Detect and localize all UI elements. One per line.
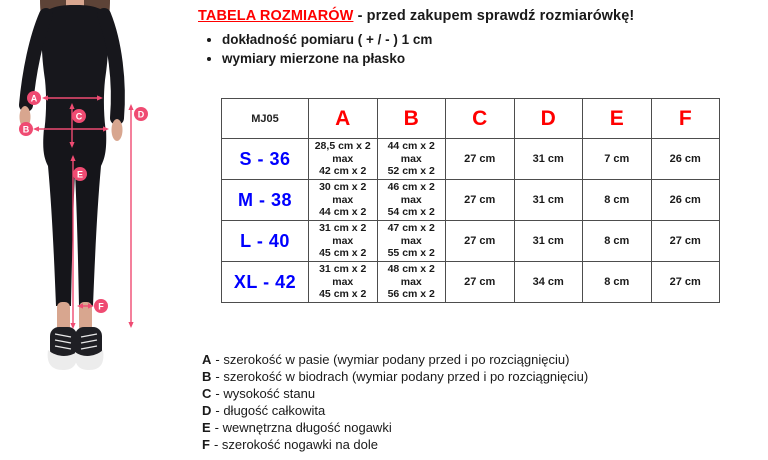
size-label-l40: L - 40 [222, 221, 309, 262]
cell-s36-b: 44 cm x 2 max 52 cm x 2 [377, 139, 446, 180]
badge-d-letter: D [137, 109, 145, 120]
size-table [221, 98, 720, 303]
left-sneaker [48, 327, 78, 370]
column-header-e: E [583, 99, 652, 139]
cell-m38-b: 46 cm x 2 max 54 cm x 2 [377, 180, 446, 221]
table-row-m38 [222, 180, 720, 221]
table-row-xl42 [222, 262, 720, 303]
cell-m38-c: 27 cm [446, 180, 515, 221]
page-title-highlight: TABELA ROZMIARÓW [198, 8, 354, 24]
legend-item-f: F - szerokość nogawki na dole [202, 437, 378, 452]
badge-a-letter: A [30, 93, 38, 104]
cell-xl42-d: 34 cm [514, 262, 583, 303]
cell-xl42-e: 8 cm [583, 262, 652, 303]
model-figure-image [0, 0, 190, 400]
bullet-flat-measurement: • wymiary mierzone na płasko [222, 51, 760, 67]
table-row-s36 [222, 139, 720, 180]
legend-item-b: B - szerokość w biodrach (wymiar podany przed i po rozciągnięciu) [202, 369, 589, 384]
cell-s36-f: 26 cm [651, 139, 720, 180]
header-block [198, 8, 760, 70]
cell-l40-e: 8 cm [583, 221, 652, 262]
cell-l40-c: 27 cm [446, 221, 515, 262]
right-sneaker [75, 327, 104, 370]
size-label-xl42: XL - 42 [222, 262, 309, 303]
badge-b-letter: B [22, 124, 30, 135]
cell-m38-d: 31 cm [514, 180, 583, 221]
cell-l40-d: 31 cm [514, 221, 583, 262]
legend-item-c: C - wysokość stanu [202, 386, 316, 401]
model-code-cell: MJ05 [222, 99, 309, 139]
column-header-c: C [446, 99, 515, 139]
cell-s36-a: 28,5 cm x 2 max 42 cm x 2 [309, 139, 378, 180]
column-header-b: B [377, 99, 446, 139]
column-header-d: D [514, 99, 583, 139]
size-label-m38: M - 38 [222, 180, 309, 221]
cell-m38-a: 30 cm x 2 max 44 cm x 2 [309, 180, 378, 221]
cell-xl42-c: 27 cm [446, 262, 515, 303]
cell-m38-f: 26 cm [651, 180, 720, 221]
bullet-measurement-accuracy: • dokładność pomiaru ( + / - ) 1 cm [222, 32, 760, 48]
measurement-legend [202, 351, 588, 453]
column-header-f: F [651, 99, 720, 139]
cell-l40-f: 27 cm [651, 221, 720, 262]
cell-xl42-b: 48 cm x 2 max 56 cm x 2 [377, 262, 446, 303]
header-bullets [222, 32, 760, 67]
table-row-l40 [222, 221, 720, 262]
badge-e-letter: E [76, 169, 84, 180]
model-photo [0, 0, 190, 400]
column-header-a: A [309, 99, 378, 139]
cell-m38-e: 8 cm [583, 180, 652, 221]
leggings-shape [43, 128, 106, 306]
legend-item-a: A - szerokość w pasie (wymiar podany przed i po rozciągnięciu) [202, 352, 570, 367]
cell-xl42-f: 27 cm [651, 262, 720, 303]
badge-c-letter: C [75, 111, 83, 122]
cell-s36-e: 7 cm [583, 139, 652, 180]
cell-s36-c: 27 cm [446, 139, 515, 180]
size-label-s36: S - 36 [222, 139, 309, 180]
badge-f-letter: F [98, 301, 104, 312]
right-hand-shape [112, 119, 123, 141]
cell-xl42-a: 31 cm x 2 max 45 cm x 2 [309, 262, 378, 303]
cell-s36-d: 31 cm [514, 139, 583, 180]
cell-l40-b: 47 cm x 2 max 55 cm x 2 [377, 221, 446, 262]
size-table-header-row [222, 99, 720, 139]
page-title [198, 8, 760, 24]
legend-item-e: E - wewnętrzna długość nogawki [202, 420, 392, 435]
page-title-rest: - przed zakupem sprawdź rozmiarówkę! [353, 8, 635, 24]
cell-l40-a: 31 cm x 2 max 45 cm x 2 [309, 221, 378, 262]
legend-item-d: D - długość całkowita [202, 403, 326, 418]
